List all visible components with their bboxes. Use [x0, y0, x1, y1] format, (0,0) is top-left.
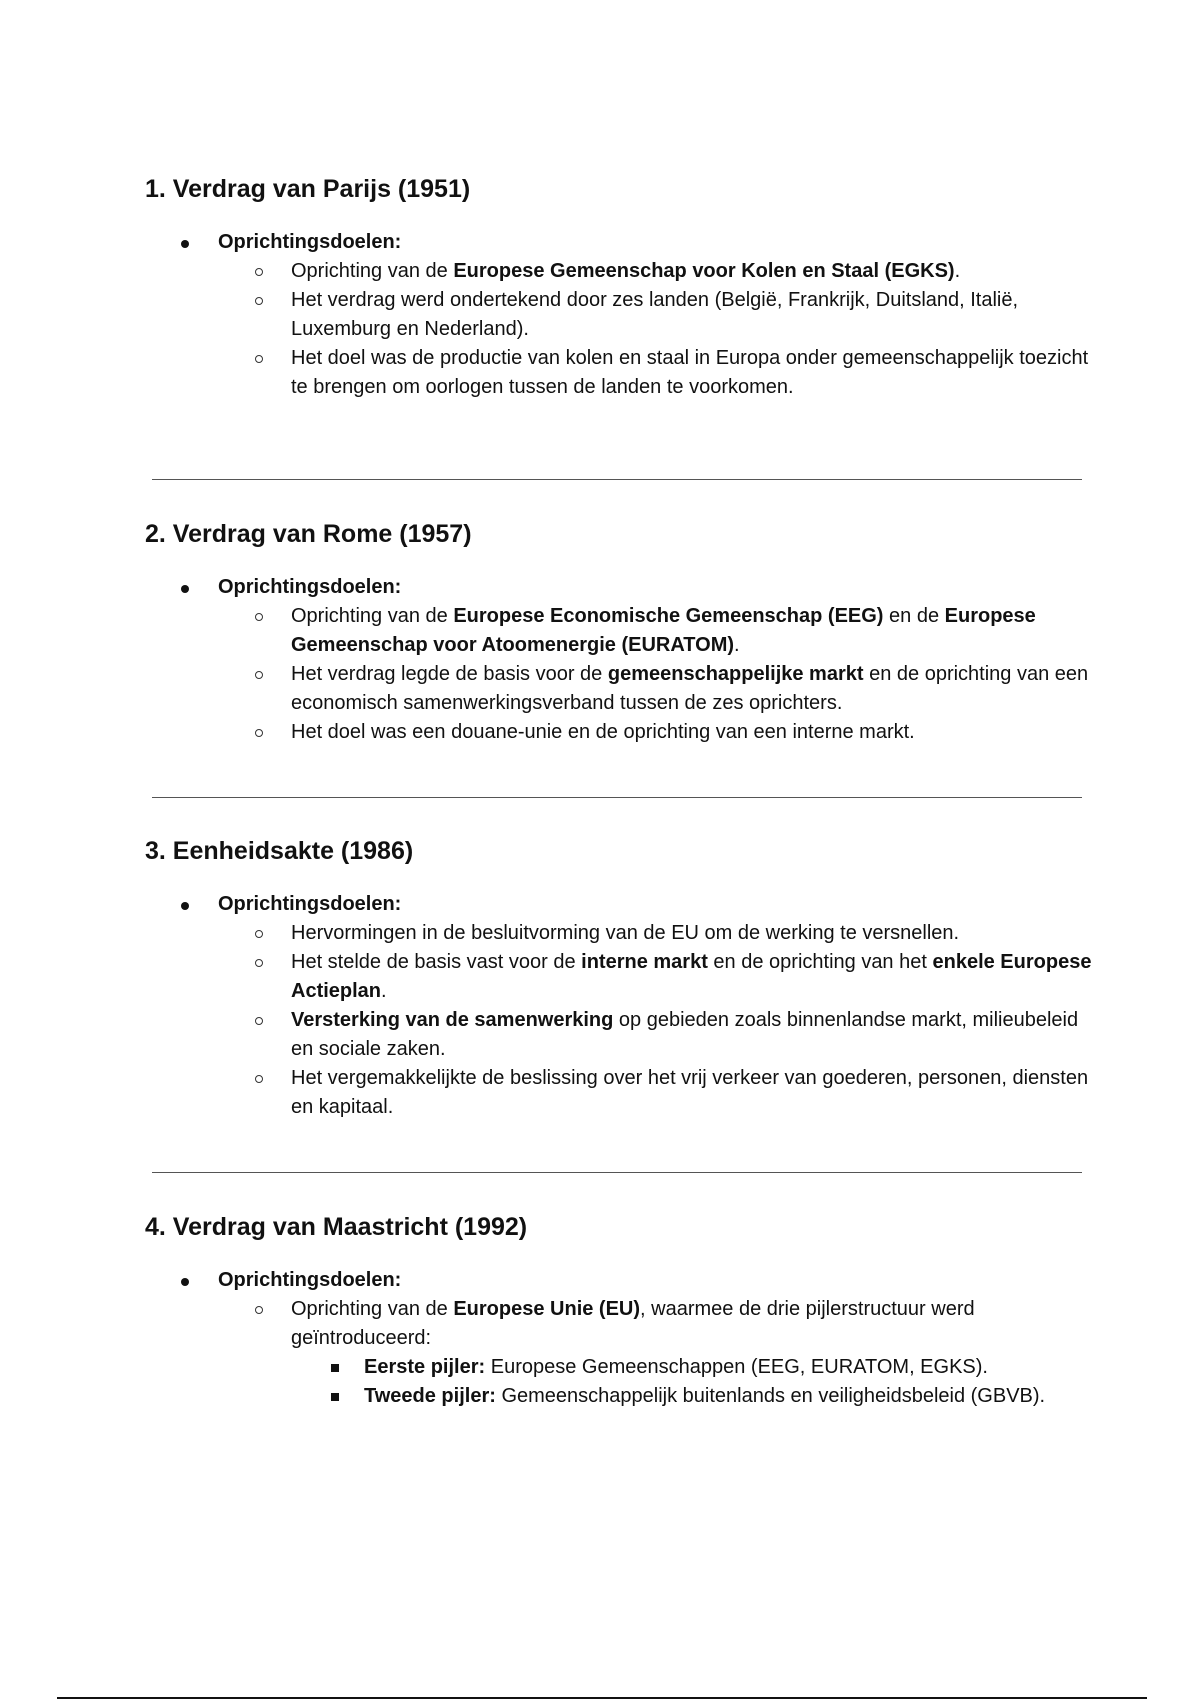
list-heading: Oprichtingsdoelen:: [218, 893, 402, 915]
circle-bullet-icon: [255, 671, 263, 679]
section-verdrag-van-parijs: [145, 172, 1105, 402]
circle-bullet-icon: [255, 1075, 263, 1083]
sub-list-item: [291, 1006, 1105, 1064]
circle-bullet-icon: [255, 1306, 263, 1314]
section-heading: 1. Verdrag van Parijs (1951): [145, 175, 471, 203]
bold-text: Europese Unie (EU): [453, 1298, 641, 1320]
text-run: Het verdrag legde de basis voor de: [291, 663, 608, 685]
section-heading: 3. Eenheidsakte (1986): [145, 837, 414, 865]
section-heading: 2. Verdrag van Rome (1957): [145, 520, 472, 548]
divider: [152, 1172, 1082, 1173]
bold-text: Europese Economische Gemeenschap (EEG): [453, 605, 884, 627]
section-list: [145, 890, 1105, 1122]
list-heading: Oprichtingsdoelen:: [218, 231, 402, 253]
text-run: .: [954, 260, 961, 282]
section-list: [145, 573, 1105, 747]
bold-text: Tweede pijler:: [364, 1385, 496, 1407]
square-bullet-icon: [331, 1364, 339, 1372]
sub-list-item: [291, 718, 1105, 747]
sublist: [218, 919, 1105, 1122]
text-run: Hervormingen in de besluitvorming van de EU om de werking te versnellen.: [291, 922, 960, 944]
bold-text: gemeenschappelijke markt: [607, 663, 864, 685]
list-heading: Oprichtingsdoelen:: [218, 1269, 402, 1291]
text-run: Het doel was een douane-unie en de oprichting van een interne markt.: [291, 721, 915, 743]
section-heading: 4. Verdrag van Maastricht (1992): [145, 1213, 528, 1241]
text-run: , waarmee de drie pijlerstructuur werd geïntroduceerd:: [291, 1298, 975, 1349]
bold-text: interne markt: [581, 951, 708, 973]
text-run: Europese Gemeenschappen (EEG, EURATOM, EGKS).: [485, 1356, 988, 1378]
list-heading: Oprichtingsdoelen:: [218, 576, 402, 598]
circle-bullet-icon: [255, 729, 263, 737]
circle-bullet-icon: [255, 297, 263, 305]
bold-text: Versterking van de samenwerking: [291, 1009, 614, 1031]
list-item: [218, 1266, 1105, 1411]
circle-bullet-icon: [255, 959, 263, 967]
bullet-icon: [181, 240, 189, 248]
sub-list-item: [291, 286, 1105, 344]
text-run: en de: [883, 605, 945, 627]
divider: [152, 479, 1082, 480]
sub-list-item: [291, 1064, 1105, 1122]
text-run: Oprichting van de: [291, 1298, 454, 1320]
list-item: [218, 890, 1105, 1122]
nested-list-item: [364, 1382, 1105, 1411]
circle-bullet-icon: [255, 613, 263, 621]
text-run: Het stelde de basis vast voor de: [291, 951, 582, 973]
text-run: Het verdrag werd ondertekend door zes landen (België, Frankrijk, Duitsland, Italië, Luxemburg en Nederland).: [291, 289, 1019, 340]
text-run: Het vergemakkelijkte de beslissing over het vrij verkeer van goederen, personen, diensten en kapitaal.: [291, 1067, 1089, 1118]
circle-bullet-icon: [255, 355, 263, 363]
bullet-icon: [181, 585, 189, 593]
sublist: [218, 602, 1105, 747]
circle-bullet-icon: [255, 930, 263, 938]
footer-divider: [57, 1697, 1147, 1699]
bold-text: enkele Europese Actieplan: [291, 951, 1092, 1002]
text-run: Oprichting van de: [291, 260, 454, 282]
text-run: Het doel was de productie van kolen en staal in Europa onder gemeenschappelijk toezicht te brengen om oorlogen tussen de landen te voorkomen.: [291, 347, 1089, 398]
text-run: op gebieden zoals binnenlandse markt, milieubeleid en sociale zaken.: [291, 1009, 1079, 1060]
square-bullet-icon: [331, 1393, 339, 1401]
bullet-icon: [181, 902, 189, 910]
text-run: .: [734, 634, 740, 656]
sub-list-item: [291, 660, 1105, 718]
bold-text: Europese Gemeenschap voor Kolen en Staal (EGKS): [453, 260, 955, 282]
nested-list-item: [364, 1353, 1105, 1382]
text-run: Oprichting van de: [291, 605, 454, 627]
section-verdrag-van-maastricht: [145, 1210, 1105, 1411]
list-item: [218, 228, 1105, 402]
sublist: [218, 1295, 1105, 1411]
section-verdrag-van-rome: [145, 517, 1105, 747]
nested-sublist: [291, 1353, 1105, 1411]
bullet-icon: [181, 1278, 189, 1286]
sub-list-item: [291, 344, 1105, 402]
bold-text: Europese Gemeenschap voor Atoomenergie (EURATOM): [291, 605, 1036, 656]
list-item: [218, 573, 1105, 747]
text-run: en de oprichting van het: [707, 951, 933, 973]
sub-list-item: [291, 919, 1105, 948]
section-eenheidsakte: [145, 834, 1105, 1122]
bold-text: Eerste pijler:: [364, 1356, 486, 1378]
section-list: [145, 228, 1105, 402]
sublist: [218, 257, 1105, 402]
text-run: Gemeenschappelijk buitenlands en veiligheidsbeleid (GBVB).: [495, 1385, 1046, 1407]
text-run: .: [381, 980, 387, 1002]
sub-list-item: [291, 602, 1105, 660]
text-run: en de oprichting van een economisch samenwerkingsverband tussen de zes oprichters.: [291, 663, 1089, 714]
sub-list-item: [291, 1295, 1105, 1411]
circle-bullet-icon: [255, 1017, 263, 1025]
circle-bullet-icon: [255, 268, 263, 276]
sub-list-item: [291, 257, 1105, 286]
section-list: [145, 1266, 1105, 1411]
sub-list-item: [291, 948, 1105, 1006]
divider: [152, 797, 1082, 798]
